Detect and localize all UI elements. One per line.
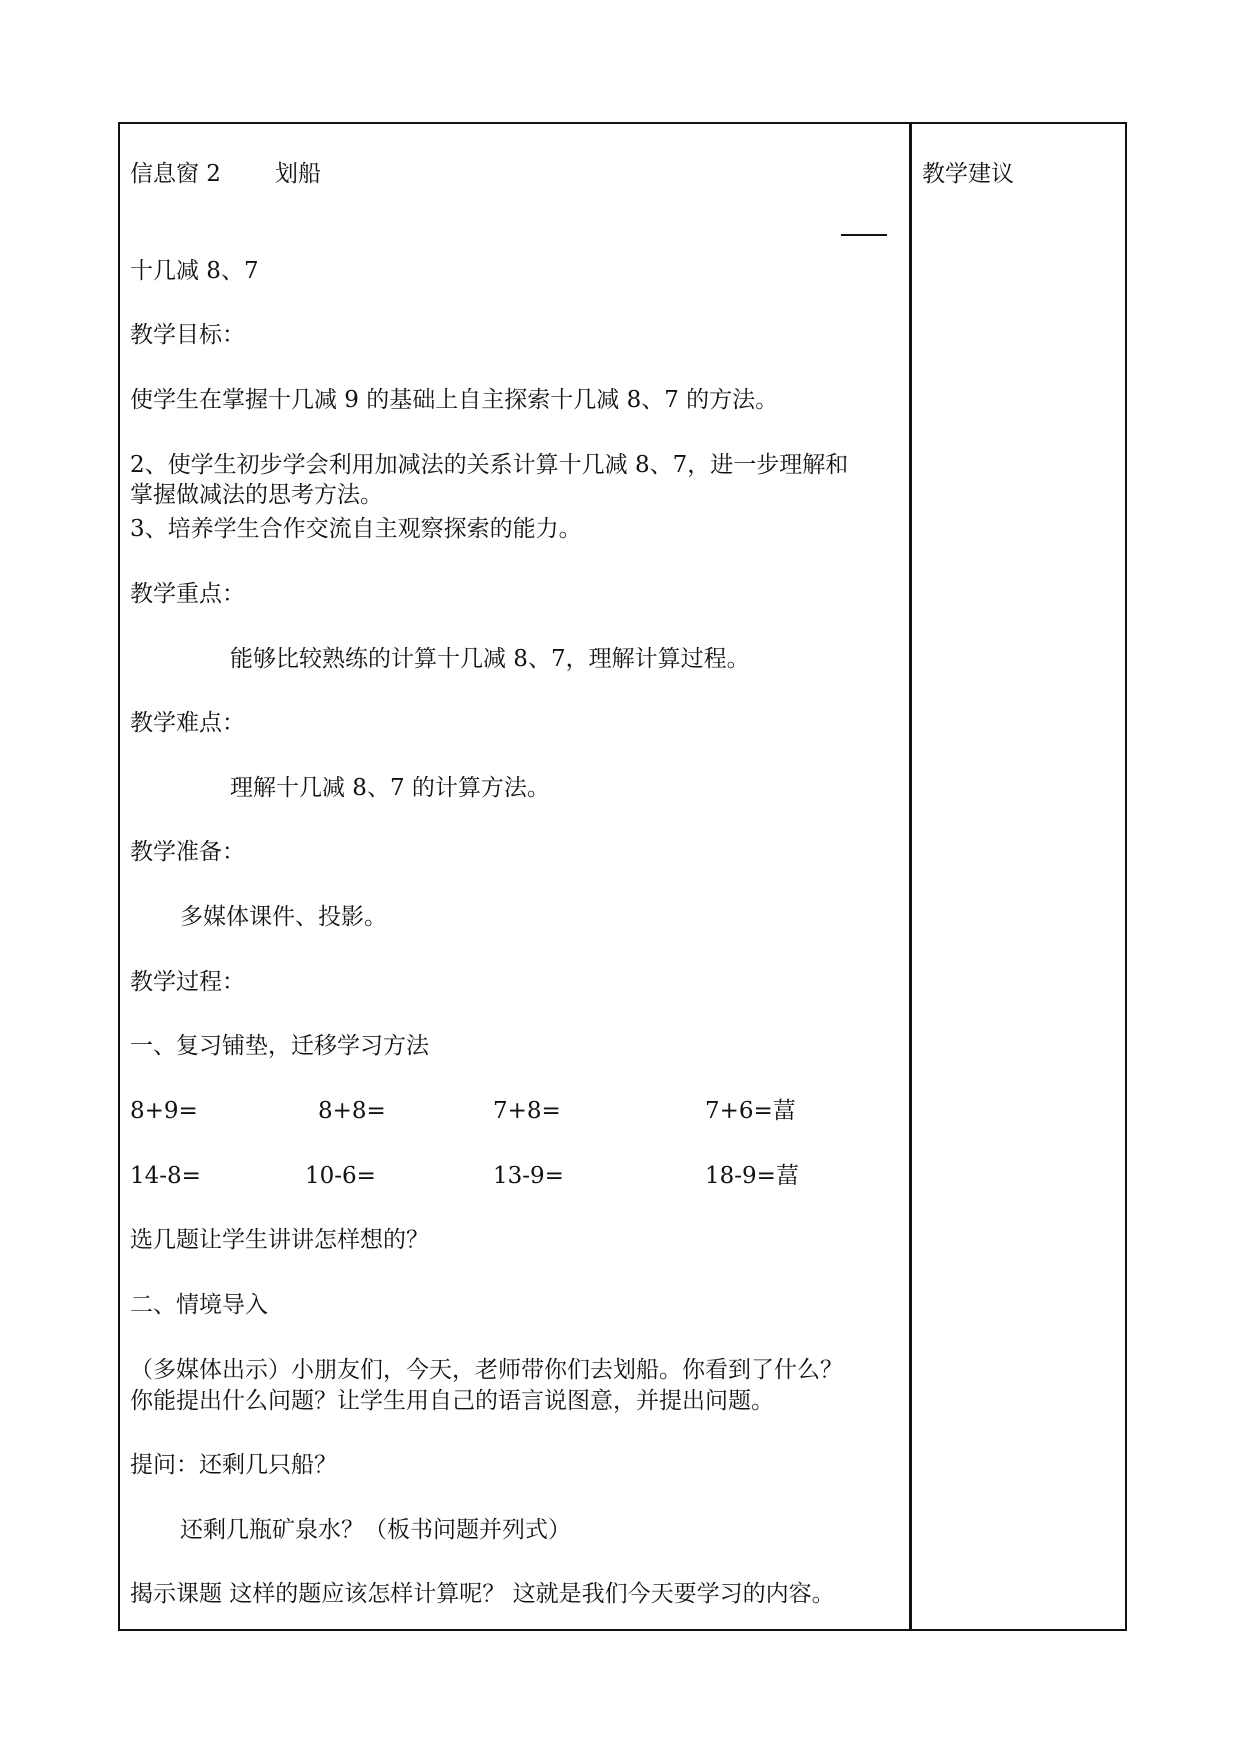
prep-heading: 教学准备：	[130, 839, 245, 865]
reveal-topic: 揭示课题 这样的题应该怎样计算呢？ 这就是我们今天要学习的内容。	[130, 1581, 835, 1607]
window-label: 信息窗 2	[130, 161, 221, 187]
exercise: 18-9=葍	[705, 1163, 799, 1189]
prep-text: 多媒体课件、投影。	[180, 904, 387, 930]
review-question: 选几题让学生讲讲怎样想的？	[130, 1227, 429, 1253]
exercise: 7+6=葍	[705, 1098, 796, 1124]
lesson-subtitle: 十几减 8、7	[130, 258, 259, 284]
dash-line	[841, 234, 887, 236]
key-text: 能够比较熟练的计算十几减 8、7，理解计算过程。	[230, 646, 750, 672]
objective-2-line2: 掌握做减法的思考方法。	[130, 482, 383, 508]
objective-2-line1: 2、使学生初步学会利用加减法的关系计算十几减 8、7，进一步理解和	[130, 452, 849, 478]
objectives-heading: 教学目标：	[130, 322, 245, 348]
difficulty-heading: 教学难点：	[130, 710, 245, 736]
intro-line-2: 你能提出什么问题？让学生用自己的语言说图意，并提出问题。	[130, 1388, 774, 1414]
lesson-title: 划船	[275, 161, 321, 187]
column-divider	[909, 122, 912, 1631]
exercise: 8+9=	[130, 1098, 198, 1124]
exercise: 8+8=	[318, 1098, 386, 1124]
objective-1: 使学生在掌握十几减 9 的基础上自主探索十几减 8、7 的方法。	[130, 387, 779, 413]
suggestion-heading: 教学建议	[922, 161, 1014, 187]
section-1-heading: 一、复习铺垫，迁移学习方法	[130, 1033, 429, 1059]
exercise: 14-8=	[130, 1163, 201, 1189]
question-1: 提问：还剩几只船？	[130, 1452, 337, 1478]
exercise: 10-6=	[305, 1163, 376, 1189]
intro-line-1: （多媒体出示）小朋友们，今天，老师带你们去划船。你看到了什么？	[130, 1357, 843, 1383]
section-2-heading: 二、情境导入	[130, 1292, 268, 1318]
exercise: 7+8=	[493, 1098, 561, 1124]
key-heading: 教学重点：	[130, 581, 245, 607]
objective-3: 3、培养学生合作交流自主观察探索的能力。	[130, 516, 582, 542]
exercise: 13-9=	[493, 1163, 564, 1189]
difficulty-text: 理解十几减 8、7 的计算方法。	[230, 775, 550, 801]
question-2: 还剩几瓶矿泉水？（板书问题并列式）	[180, 1517, 571, 1543]
process-heading: 教学过程：	[130, 969, 245, 995]
